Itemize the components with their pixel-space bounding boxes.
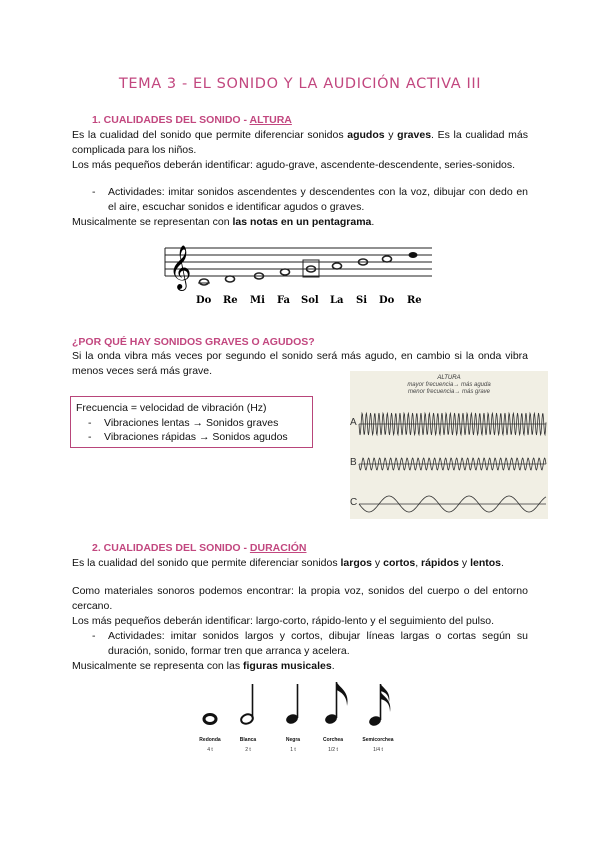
section1-heading: [92, 114, 292, 126]
why-paragraph: Si la onda vibra más veces por segundo el sonido será más agudo, en cambio si la onda vibra menos veces será más grave.: [72, 350, 528, 377]
section1-heading-key: ALTURA: [249, 114, 292, 126]
note-label: Do: [196, 295, 212, 306]
note-label: La: [330, 295, 344, 306]
figure-value: 1/2 t: [328, 747, 338, 753]
wave-subtitle-2: menor frecuencia→ más grave: [407, 389, 491, 395]
staff-image: [160, 238, 440, 310]
figure-value: 1/4 t: [373, 747, 383, 753]
section2-paragraph2: Como materiales sonoros podemos encontrar: la propia voz, sonidos del cuerpo o del entorno cercano.: [72, 585, 528, 612]
figure-label-blanca: Blanca: [239, 737, 257, 743]
wave-label-c: C: [350, 497, 358, 508]
section2-heading-key: DURACIÓN: [249, 542, 307, 554]
note-head-filled: [409, 252, 418, 258]
section1-bullet: Actividades: imitar sonidos ascendentes y descendentes con la voz, dibujar con dedo en el aire, escuchar sonidos e identificar agudos o graves.: [108, 186, 528, 213]
note-heads: [198, 256, 392, 285]
frequency-definition: Frecuencia = velocidad de vibración (Hz): [76, 402, 267, 414]
note-label: Sol: [301, 295, 319, 306]
note-label: Re: [407, 295, 422, 306]
note-label: Si: [356, 295, 368, 306]
note-label: Mi: [250, 295, 265, 306]
figure-label-redonda: Redonda: [199, 737, 221, 743]
box-item-slow: - Vibraciones lentas → Sonidos graves: [88, 416, 279, 429]
note-label: Re: [223, 295, 238, 306]
section2-heading: [92, 542, 307, 554]
wave-label-a: A: [350, 417, 357, 428]
bullet-dash: -: [92, 630, 96, 642]
treble-clef-icon: 𝄞: [169, 245, 192, 289]
section1-paragraph1: Es la cualidad del sonido que permite diferenciar sonidos agudos y graves. Es la cualidad más complicada para los niños.: [72, 129, 528, 156]
wave-illustration: [350, 371, 548, 519]
musical-figures: [190, 676, 410, 736]
section2-heading-prefix: 2. CUALIDADES DEL SONIDO -: [92, 542, 250, 554]
section1-heading-prefix: 1. CUALIDADES DEL SONIDO -: [92, 114, 250, 126]
note-label: Do: [379, 295, 395, 306]
note-labels: [196, 295, 422, 306]
figure-label-negra: Negra: [285, 737, 301, 743]
section2-paragraph4: Musicalmente se representa con las figuras musicales.: [72, 660, 335, 672]
redonda-icon: [204, 715, 216, 724]
wave-drawing: [350, 371, 548, 519]
wave-subtitle-1: mayor frecuencia→ más aguda: [407, 382, 491, 388]
figure-value: 4 t: [207, 747, 213, 753]
section2-bullet: Actividades: imitar sonidos largos y cortos, dibujar líneas largas o cortas según su duración, sonido, formar tren que arranca y acelera.: [108, 630, 528, 657]
box-item-fast: - Vibraciones rápidas → Sonidos agudos: [88, 431, 288, 443]
why-heading: ¿POR QUÉ HAY SONIDOS GRAVES O AGUDOS?: [72, 336, 315, 348]
figure-value: 2 t: [245, 747, 251, 753]
section2-paragraph1: Es la cualidad del sonido que permite diferenciar sonidos largos y cortos, rápidos y lentos.: [72, 557, 504, 569]
page-title: TEMA 3 - EL SONIDO Y LA AUDICIÓN ACTIVA III: [118, 76, 482, 92]
section2-paragraph3: Los más pequeños deberán identificar: largo-corto, rápido-lento y el seguimiento del pulso.: [72, 615, 494, 627]
figure-value: 1 t: [290, 747, 296, 753]
wave-label-b: B: [350, 457, 357, 468]
frequency-box: [70, 396, 313, 448]
note-label: Fa: [277, 295, 291, 306]
section1-paragraph3: Musicalmente se representan con las notas en un pentagrama.: [72, 216, 375, 228]
figure-label-corchea: Corchea: [322, 737, 343, 743]
bullet-dash: -: [92, 186, 96, 198]
wave-title: ALTURA: [437, 375, 461, 381]
figure-label-semicorchea: Semicorchea: [362, 737, 394, 743]
section1-paragraph2: Los más pequeños deberán identificar: agudo-grave, ascendente-descendente, series-sonidos.: [72, 159, 516, 171]
